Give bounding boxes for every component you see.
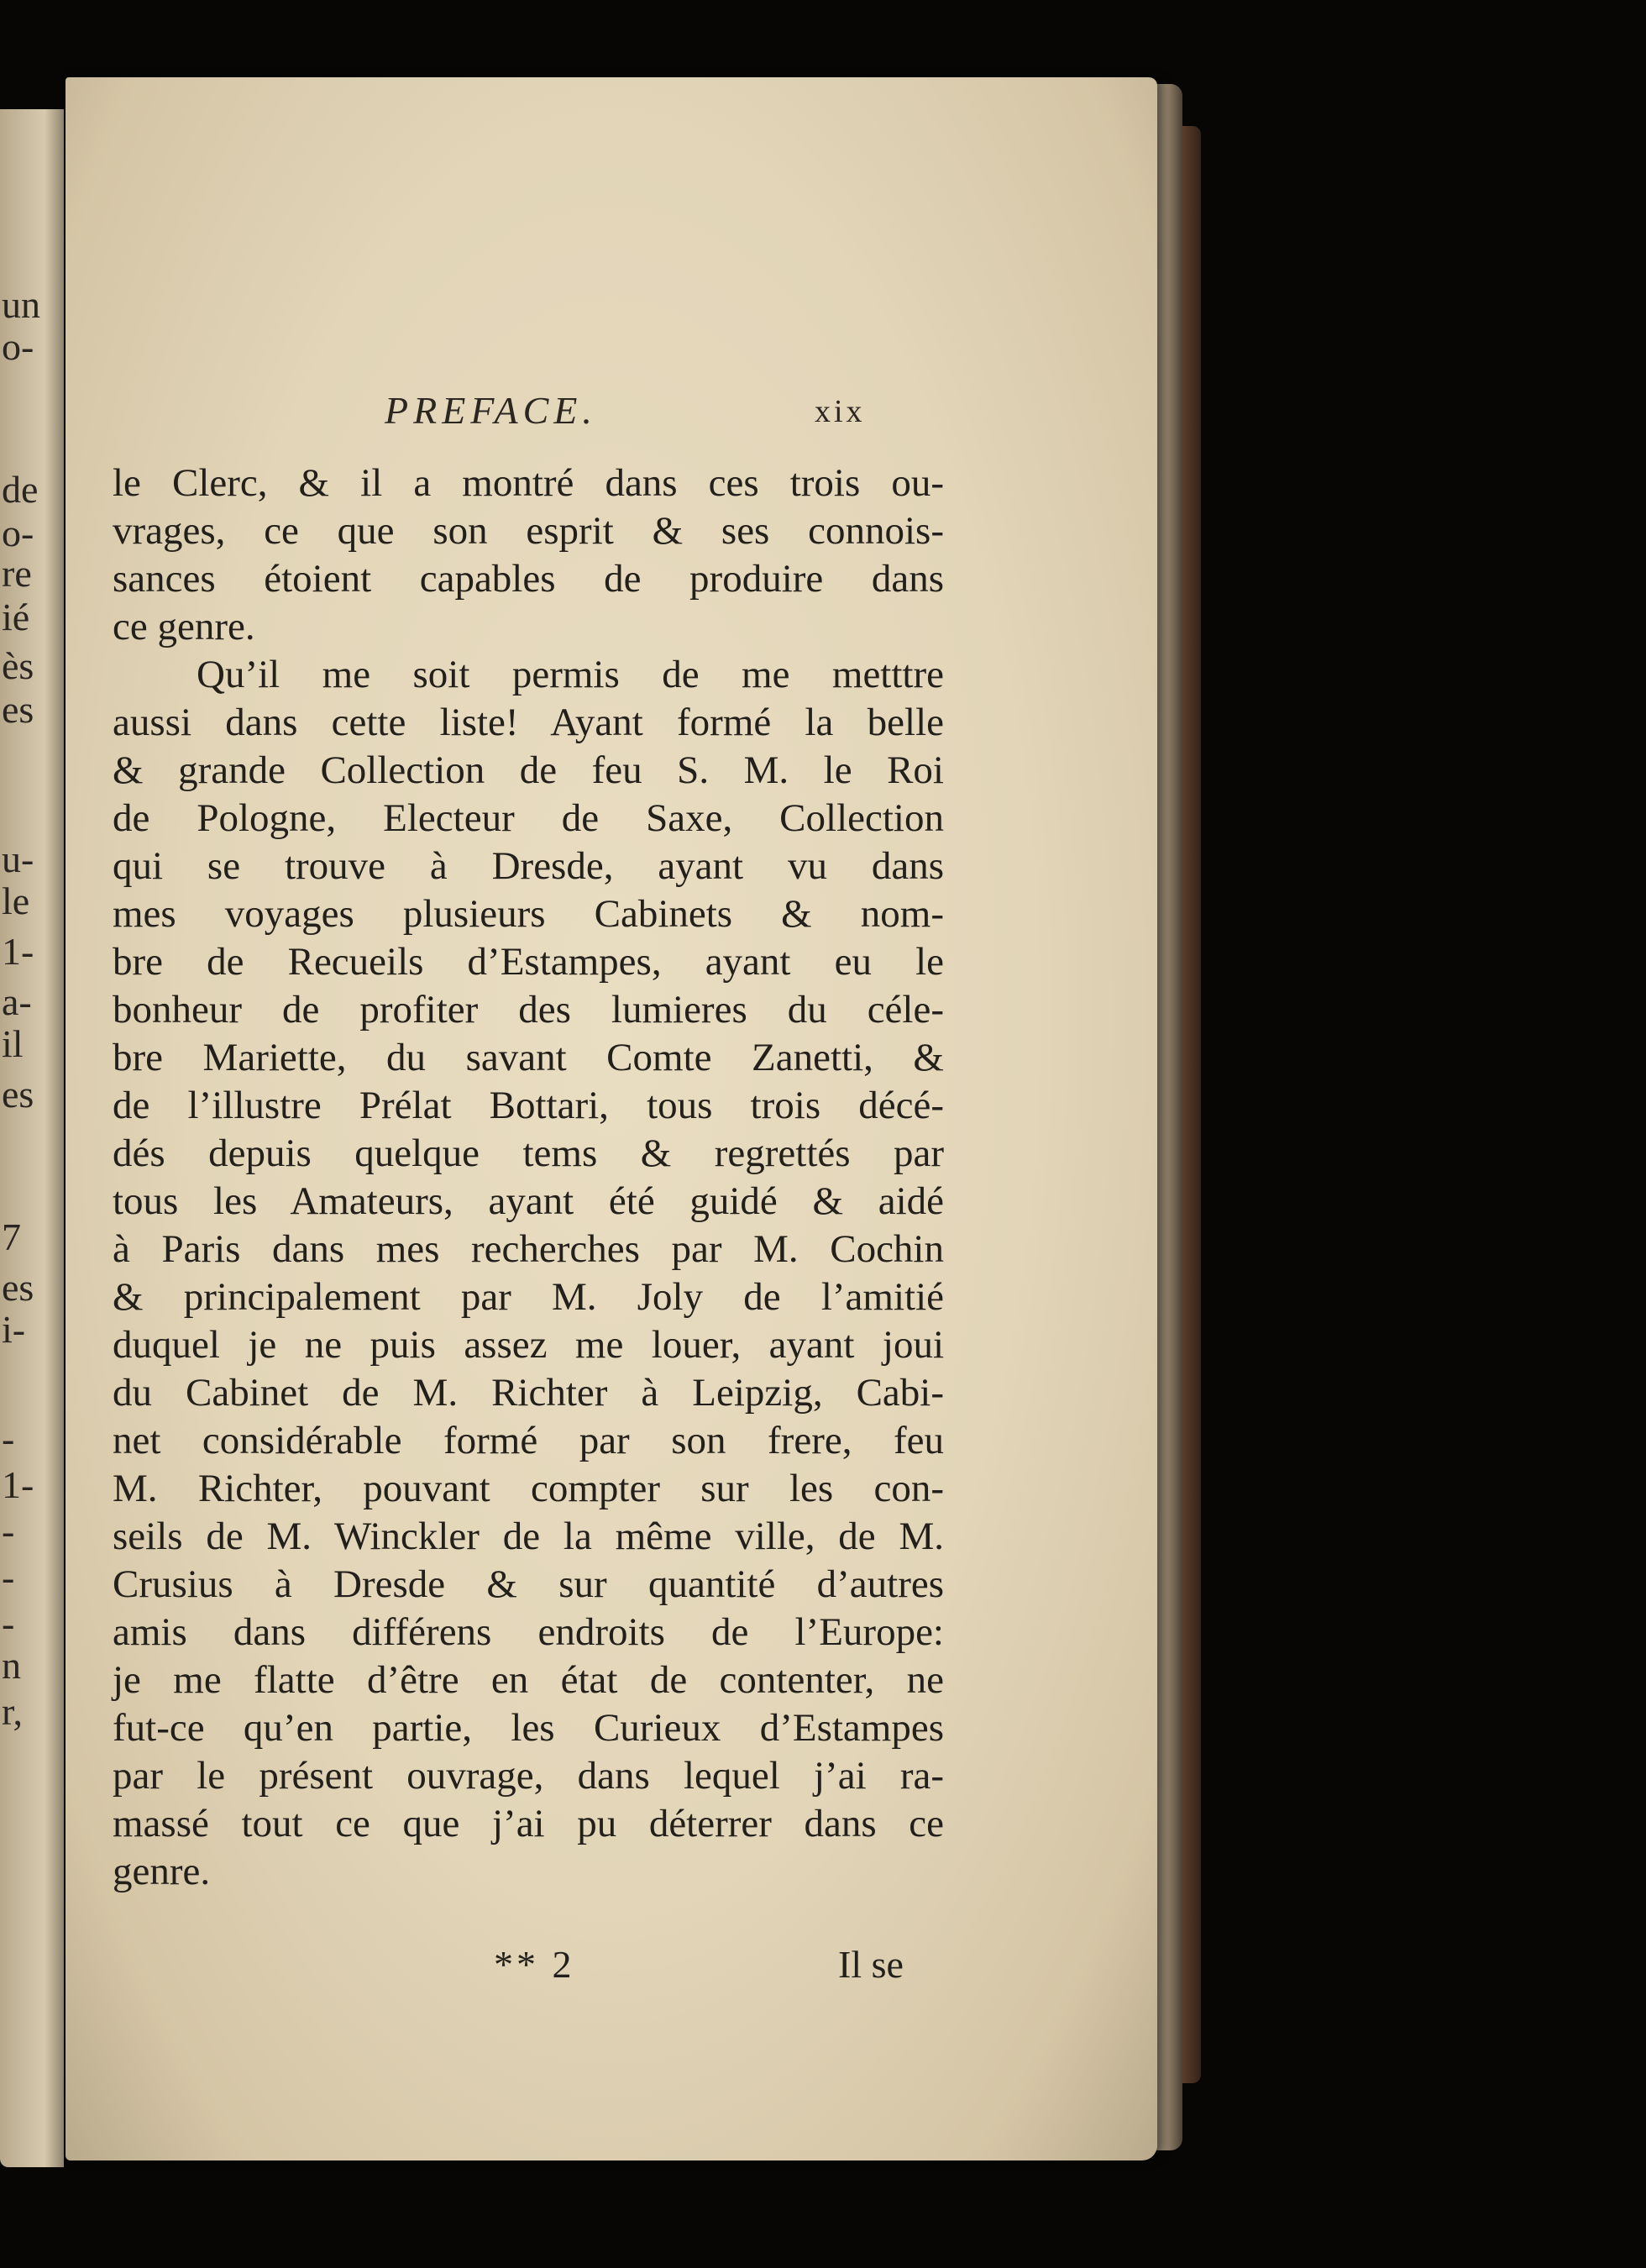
facing-page-fragment: ié (2, 596, 30, 638)
text-line: mes voyages plusieurs Cabinets & nom- (113, 892, 944, 936)
text-line: & principalement par M. Joly de l’amitié (113, 1275, 944, 1319)
text-line: net considérable formé par son frere, feu (113, 1419, 944, 1462)
text-line: fut-ce qu’en partie, les Curieux d’Estampes (113, 1706, 944, 1750)
facing-page-fragment: ès (2, 644, 34, 687)
text-line: Crusius à Dresde & sur quantité d’autres (113, 1562, 944, 1606)
page-header (66, 388, 1157, 438)
text-line: Qu’il me soit permis de me metttre (197, 653, 944, 696)
catchword: Il se (838, 1943, 904, 1986)
facing-page-fragment: de (2, 468, 39, 511)
text-line: du Cabinet de M. Richter à Leipzig, Cabi- (113, 1371, 944, 1415)
facing-page-fragment: il (2, 1022, 24, 1065)
facing-page-fragment: o- (2, 512, 34, 554)
text-line: le Clerc, & il a montré dans ces trois ou- (113, 461, 944, 505)
signature-mark: ** 2 (494, 1943, 575, 1986)
text-line: ce genre. (113, 605, 255, 648)
facing-page-fragment: es (2, 1266, 34, 1309)
text-line: amis dans différens endroits de l’Europe: (113, 1610, 944, 1654)
text-line: tous les Amateurs, ayant été guidé & aidé (113, 1179, 944, 1223)
facing-page-fragment: 7 (2, 1215, 21, 1258)
text-line: à Paris dans mes recherches par M. Cochin (113, 1227, 944, 1271)
text-line: bre Mariette, du savant Comte Zanetti, & (113, 1036, 944, 1079)
facing-page-edge (0, 109, 64, 2167)
text-line: je me flatte d’être en état de contenter, ne (113, 1658, 944, 1702)
facing-page-fragment: a- (2, 980, 32, 1023)
facing-page-fragment: 1- (2, 1463, 34, 1506)
facing-page-fragment: n (2, 1644, 21, 1687)
body-text (113, 459, 944, 1896)
text-line: bonheur de profiter des lumieres du céle- (113, 988, 944, 1032)
facing-page-fragment: - (2, 1556, 15, 1599)
facing-page-fragment: o- (2, 325, 34, 368)
text-line: de l’illustre Prélat Bottari, tous trois décé- (113, 1084, 944, 1127)
facing-page-fragment: - (2, 1509, 15, 1552)
text-line: duquel je ne puis assez me louer, ayant joui (113, 1323, 944, 1367)
text-line: qui se trouve à Dresde, ayant vu dans (113, 844, 944, 888)
facing-page-fragment: re (2, 552, 32, 595)
facing-page-fragment: u- (2, 837, 34, 880)
text-line: seils de M. Winckler de la même ville, de M. (113, 1515, 944, 1558)
text-line: M. Richter, pouvant compter sur les con- (113, 1467, 944, 1510)
facing-page-fragment: - (2, 1602, 15, 1645)
facing-page-fragment: un (2, 283, 40, 326)
text-line: par le présent ouvrage, dans lequel j’ai ra- (113, 1754, 944, 1798)
text-line: sances étoient capables de produire dans (113, 557, 944, 601)
facing-page-fragment: es (2, 688, 34, 731)
text-line: & grande Collection de feu S. M. le Roi (113, 748, 944, 792)
facing-page-fragment: i- (2, 1308, 26, 1351)
facing-page-fragment: 1- (2, 930, 34, 973)
text-line: massé tout ce que j’ai pu déterrer dans ce (113, 1802, 944, 1845)
facing-page-fragment: - (2, 1417, 15, 1460)
text-line: dés depuis quelque tems & regrettés par (113, 1131, 944, 1175)
running-title: PREFACE. (385, 389, 597, 432)
text-line: aussi dans cette liste! Ayant formé la belle (113, 701, 944, 744)
facing-page-fragment: le (2, 879, 30, 922)
book-page (66, 77, 1157, 2160)
text-line: vrages, ce que son esprit & ses connois- (113, 509, 944, 553)
page-number: xix (815, 394, 866, 429)
facing-page-fragment: es (2, 1073, 34, 1116)
text-line: genre. (113, 1850, 211, 1893)
page-footer (66, 1942, 1157, 1992)
facing-page-fragment: r, (2, 1690, 23, 1733)
text-line: bre de Recueils d’Estampes, ayant eu le (113, 940, 944, 984)
text-line: de Pologne, Electeur de Saxe, Collection (113, 796, 944, 840)
